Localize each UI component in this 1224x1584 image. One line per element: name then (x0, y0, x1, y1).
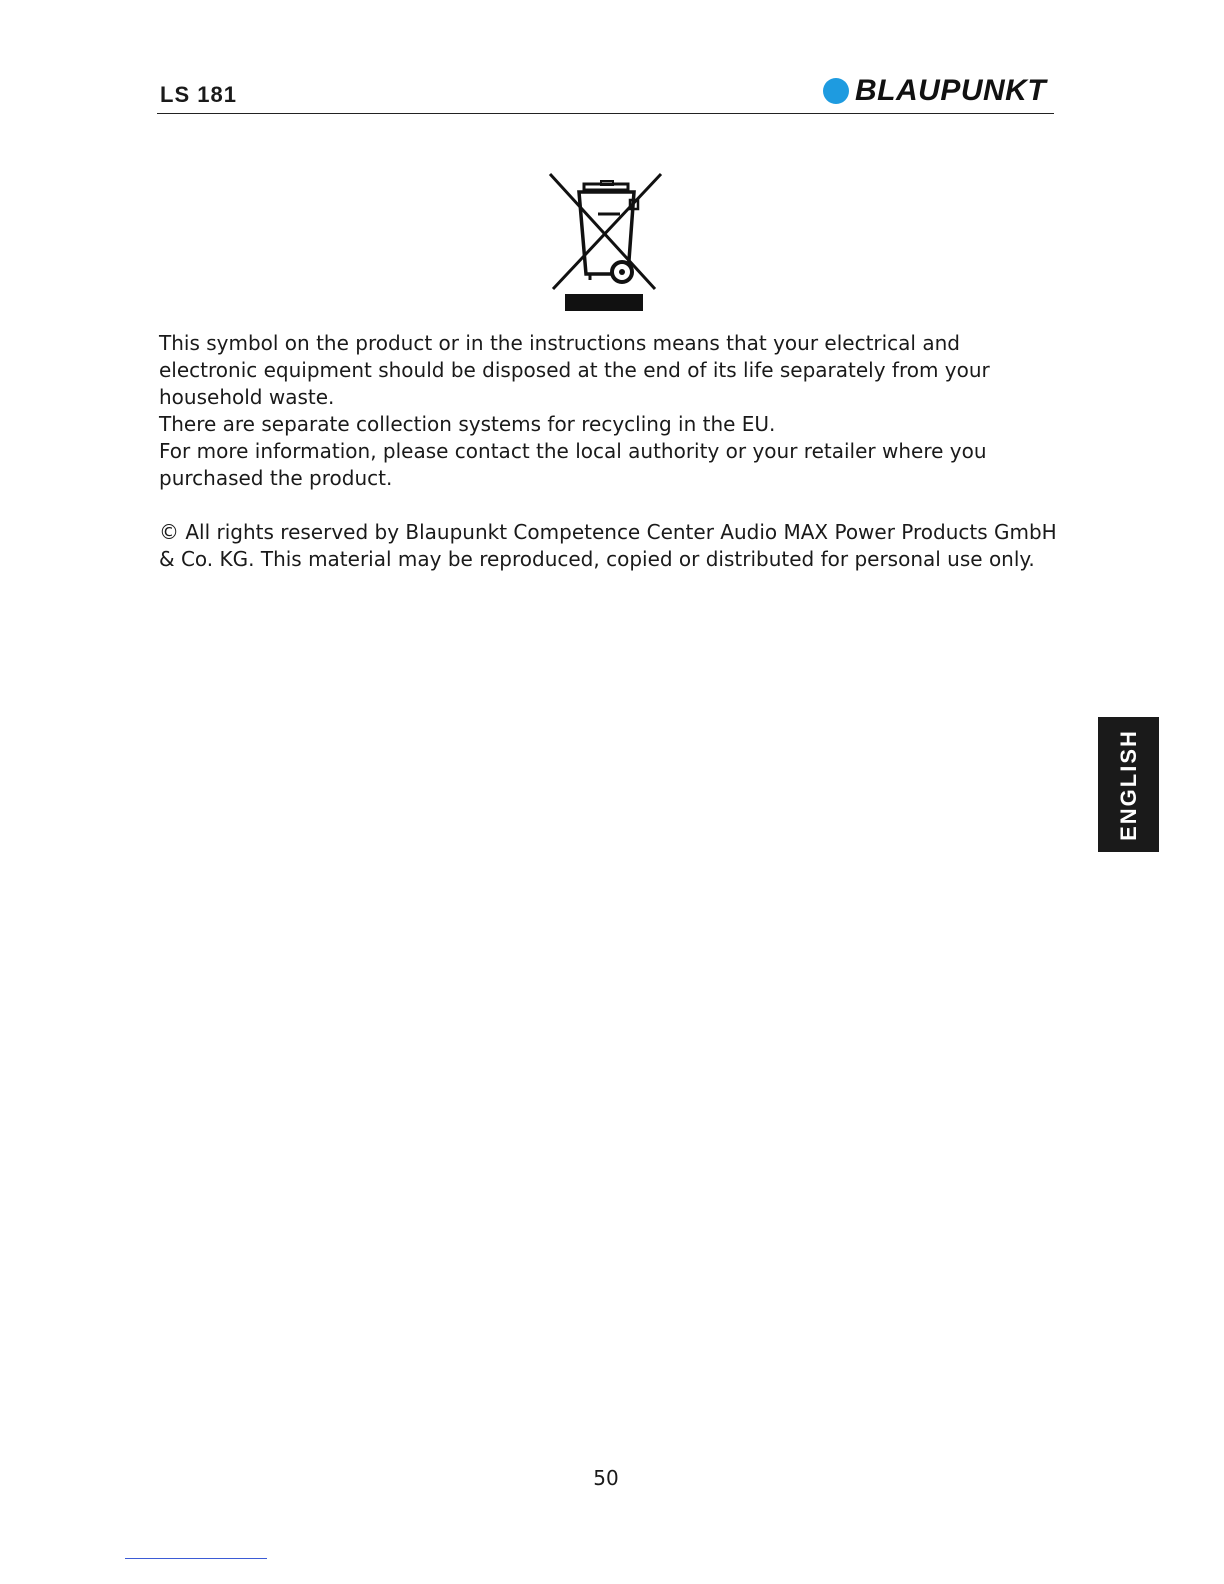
collection-paragraph: There are separate collection systems for recycling in the EU. (159, 412, 776, 436)
information-paragraph: For more information, please contact the local authority or your retailer where you purchased the product. (159, 439, 987, 490)
language-label: ENGLISH (1115, 728, 1141, 841)
disposal-paragraph: This symbol on the product or in the instructions means that your electrical and electronic equipment should be disposed at the end of its life separately from your household waste. (159, 331, 990, 409)
brand-name: BLAUPUNKT (855, 74, 1047, 107)
brand-dot-icon (823, 78, 849, 104)
header-divider (157, 113, 1054, 114)
brand-logo (823, 74, 1046, 108)
page-number: 50 (593, 1466, 619, 1490)
crossed-out-wheelie-bin-icon (546, 170, 666, 314)
model-name: LS 181 (160, 82, 237, 107)
language-tab (1098, 717, 1159, 852)
copyright-paragraph: © All rights reserved by Blaupunkt Competence Center Audio MAX Power Products GmbH & Co. KG. This material may be reproduced, copied or distributed for personal use only. (159, 520, 1057, 571)
body-text (159, 330, 1059, 573)
footnote-rule (125, 1558, 267, 1559)
paragraph-gap (159, 492, 1059, 519)
